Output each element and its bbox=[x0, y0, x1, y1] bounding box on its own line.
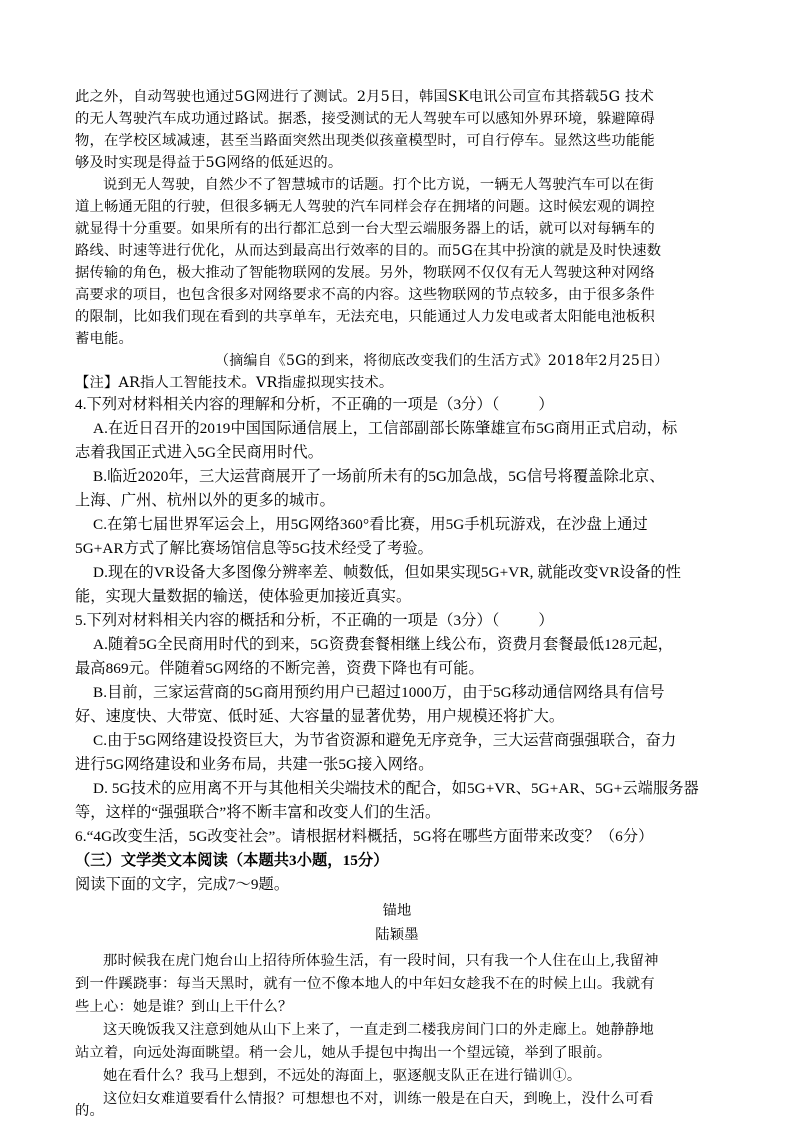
question-4-option-c: C.在第七届世界军运会上，用5G网络360°看比赛，用5G手机玩游戏，在沙盘上通过 bbox=[93, 516, 648, 533]
question-4-option-c-cont: 5G+AR方式了解比赛场馆信息等5G技术经受了考验。 bbox=[75, 540, 433, 557]
question-4-option-d-cont: 能，实现大量数据的输送，使体验更加接近真实。 bbox=[75, 588, 412, 605]
question-5-option-c: C.由于5G网络建设投资巨大，为节省资源和避免无序竞争，三大运营商强强联合，奋力 bbox=[93, 732, 677, 749]
story-line: 这天晚饭我又注意到她从山下上来了，一直走到二楼我房间门口的外走廊上。她静静地 bbox=[103, 1022, 654, 1038]
question-4-option-a-cont: 志着我国正式进入5G全民商用时代。 bbox=[75, 444, 324, 461]
question-4-option-b: B.临近2020年，三大运营商展开了一场前所未有的5G加急战，5G信号将覆盖除北京、 bbox=[93, 468, 665, 485]
story-line: 她在看什么？我马上想到，不远处的海面上，驱逐舰支队正在进行锚训①。 bbox=[103, 1068, 582, 1084]
source-citation: （摘编自《5G的到来，将彻底改变我们的生活方式》2018年2月25日） bbox=[215, 353, 669, 369]
passage-line: 蓄电能。 bbox=[75, 331, 133, 347]
question-5-stem: 5.下列对材料相关内容的概括和分析，不正确的一项是（3分）（ ） bbox=[75, 612, 554, 629]
passage-line: 此之外，自动驾驶也通过5G网进行了测试。2月5日，韩国SK电讯公司宣布其搭载5G 技术 bbox=[75, 89, 654, 105]
passage-line: 的无人驾驶汽车成功通过路试。据悉，接受测试的无人驾驶车可以感知外界环境，躲避障碍 bbox=[75, 111, 655, 127]
question-5-option-a-cont: 最高869元。伴随着5G网络的不断完善，资费下降也有可能。 bbox=[75, 660, 484, 677]
passage-line: 路线、时速等进行优化，从而达到最高出行效率的目的。而5G在其中扮演的就是及时快速数 bbox=[75, 243, 662, 259]
section-instruction: 阅读下面的文字，完成7～9题。 bbox=[75, 876, 290, 893]
question-4-option-a: A.在近日召开的2019中国国际通信展上，工信部副部长陈肇雄宣布5G商用正式启动，标 bbox=[93, 420, 678, 437]
story-line: 站立着，向远处海面眺望。稍一会儿，她从手提包中掏出一个望远镜，举到了眼前。 bbox=[75, 1045, 612, 1061]
passage-line: 道上畅通无阻的行驶，但很多辆无人驾驶的汽车同样会存在拥堵的问题。这时候宏观的调控 bbox=[75, 199, 655, 215]
section-heading: （三）文学类文本阅读（本题共3小题，15分） bbox=[75, 852, 389, 869]
question-5-option-c-cont: 进行5G网络建设和业务布局，共建一张5G接入网络。 bbox=[75, 756, 434, 773]
passage-line: 说到无人驾驶，自然少不了智慧城市的话题。打个比方说，一辆无人驾驶汽车可以在街 bbox=[103, 177, 654, 193]
story-line: 那时候我在虎门炮台山上招待所体验生活，有一段时间，只有我一个人住在山上,我留神 bbox=[103, 953, 659, 969]
question-5-option-a: A.随着5G全民商用时代的到来，5G资费套餐相继上线公布，资费月套餐最低128元起， bbox=[93, 636, 674, 653]
question-5-option-b-cont: 好、速度快、大带宽、低时延、大容量的显著优势，用户规模还将扩大。 bbox=[75, 708, 565, 725]
story-author: 陆颖墨 bbox=[375, 927, 419, 943]
question-4-option-b-cont: 上海、广州、杭州以外的更多的城市。 bbox=[75, 492, 335, 509]
passage-line: 物，在学校区域减速，甚至当路面突然出现类似孩童模型时，可自行停车。显然这些功能能 bbox=[75, 133, 655, 149]
footnote: 【注】AR指人工智能技术。VR指虚拟现实技术。 bbox=[75, 375, 394, 391]
passage-line: 就显得十分重要。如果所有的出行都汇总到一台大型云端服务器上的话，就可以对每辆车的 bbox=[75, 221, 655, 237]
story-title: 锚地 bbox=[382, 903, 412, 919]
passage-line: 的限制，比如我们现在看到的共享单车，无法充电，只能通过人力发电或者太阳能电池板积 bbox=[75, 309, 655, 325]
story-line: 到一件蹊跷事：每当天黑时，就有一位不像本地人的中年妇女趁我不在的时候上山。我就有 bbox=[75, 976, 655, 992]
question-4-option-d: D.现在的VR设备大多图像分辨率差、帧数低，但如果实现5G+VR, 就能改变VR设备的性 bbox=[93, 564, 681, 581]
story-line: 的。 bbox=[75, 1103, 104, 1119]
passage-line: 够及时实现是得益于5G网络的低延迟的。 bbox=[75, 155, 343, 171]
question-5-option-b: B.目前，三家运营商的5G商用预约用户已超过1000万，由于5G移动通信网络具有信号 bbox=[93, 684, 665, 701]
question-5-option-d-cont: 等，这样的“强强联合”将不断丰富和改变人们的生活。 bbox=[75, 804, 441, 821]
passage-line: 高要求的项目，也包含很多对网络要求不高的内容。这些物联网的节点较多，由于很多条件 bbox=[75, 287, 655, 303]
passage-line: 据传输的角色，极大推动了智能物联网的发展。另外，物联网不仅仅有无人驾驶这种对网络 bbox=[75, 265, 655, 281]
story-line: 些上心：她是谁？到山上干什么？ bbox=[75, 999, 293, 1015]
story-line: 这位妇女难道要看什么情报？可想想也不对，训练一般是在白天，到晚上，没什么可看 bbox=[103, 1091, 654, 1107]
question-5-option-d: D. 5G技术的应用离不开与其他相关尖端技术的配合，如5G+VR、5G+AR、5G+云端服务器 bbox=[93, 780, 699, 797]
question-6-stem: 6.“4G改变生活，5G改变社会”。请根据材料概括，5G将在哪些方面带来改变？（6分） bbox=[75, 828, 654, 845]
question-4-stem: 4.下列对材料相关内容的理解和分析，不正确的一项是（3分）（ ） bbox=[75, 396, 554, 413]
